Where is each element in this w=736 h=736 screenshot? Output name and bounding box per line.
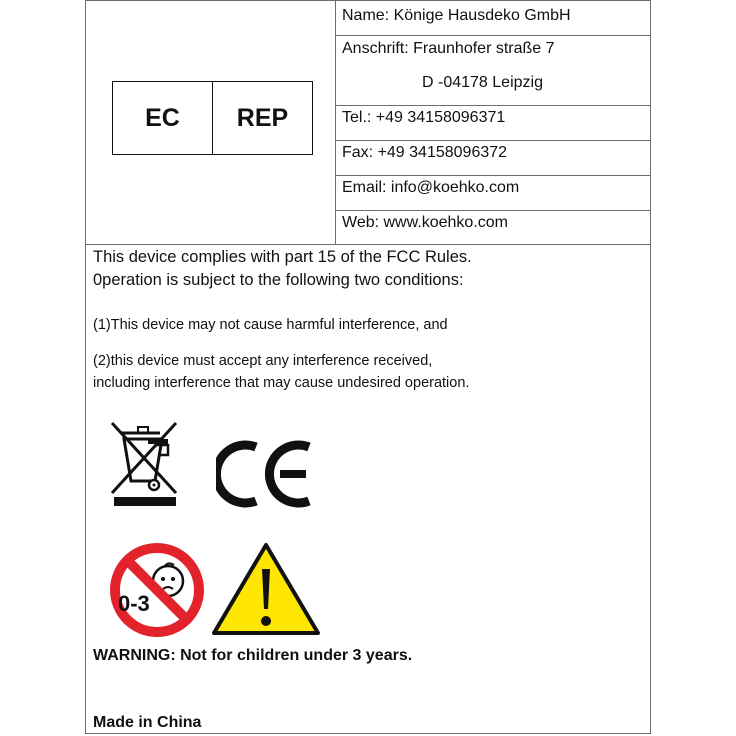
contact-address-line1: Anschrift: Fraunhofer straße 7 <box>342 40 555 57</box>
not-for-0-3-icon <box>108 541 206 639</box>
fcc-line-1: This device complies with part 15 of the FCC Rules. <box>93 248 472 266</box>
contact-row-fax <box>336 141 650 176</box>
contact-row-web <box>336 211 650 244</box>
ce-mark-icon <box>216 439 314 509</box>
product-label <box>85 0 651 734</box>
contact-email: Email: info@koehko.com <box>342 179 520 196</box>
contact-row-address <box>336 36 650 106</box>
ec-rep-cell <box>86 1 336 244</box>
contact-fax: Fax: +49 34158096372 <box>342 144 508 161</box>
rep-text: REP <box>236 103 289 132</box>
age-label: 0-3 <box>118 591 150 616</box>
origin-text: Made in China <box>93 714 202 731</box>
fcc-condition-2a: (2)this device must accept any interference received, <box>93 353 433 369</box>
label-header <box>86 1 650 245</box>
contact-tel: Tel.: +49 34158096371 <box>342 109 506 126</box>
contact-row-email <box>336 176 650 211</box>
contact-address-line2: D -04178 Leipzig <box>422 74 543 91</box>
contact-table <box>336 1 650 244</box>
ec-rep-symbol <box>112 81 313 155</box>
fcc-condition-1: (1)This device may not cause harmful interference, and <box>93 317 448 333</box>
fcc-condition-2b: including interference that may cause undesired operation. <box>93 375 470 391</box>
contact-row-name <box>336 1 650 36</box>
contact-row-tel <box>336 106 650 141</box>
contact-name: Name: Könige Hausdeko GmbH <box>342 7 571 24</box>
contact-web: Web: www.koehko.com <box>342 214 508 231</box>
crossed-out-wheelie-bin-icon <box>98 415 188 507</box>
ec-text: EC <box>113 82 213 154</box>
fcc-line-2: 0peration is subject to the following two conditions: <box>93 271 464 289</box>
warning-text: WARNING: Not for children under 3 years. <box>93 647 413 664</box>
warning-triangle-icon <box>208 539 324 639</box>
